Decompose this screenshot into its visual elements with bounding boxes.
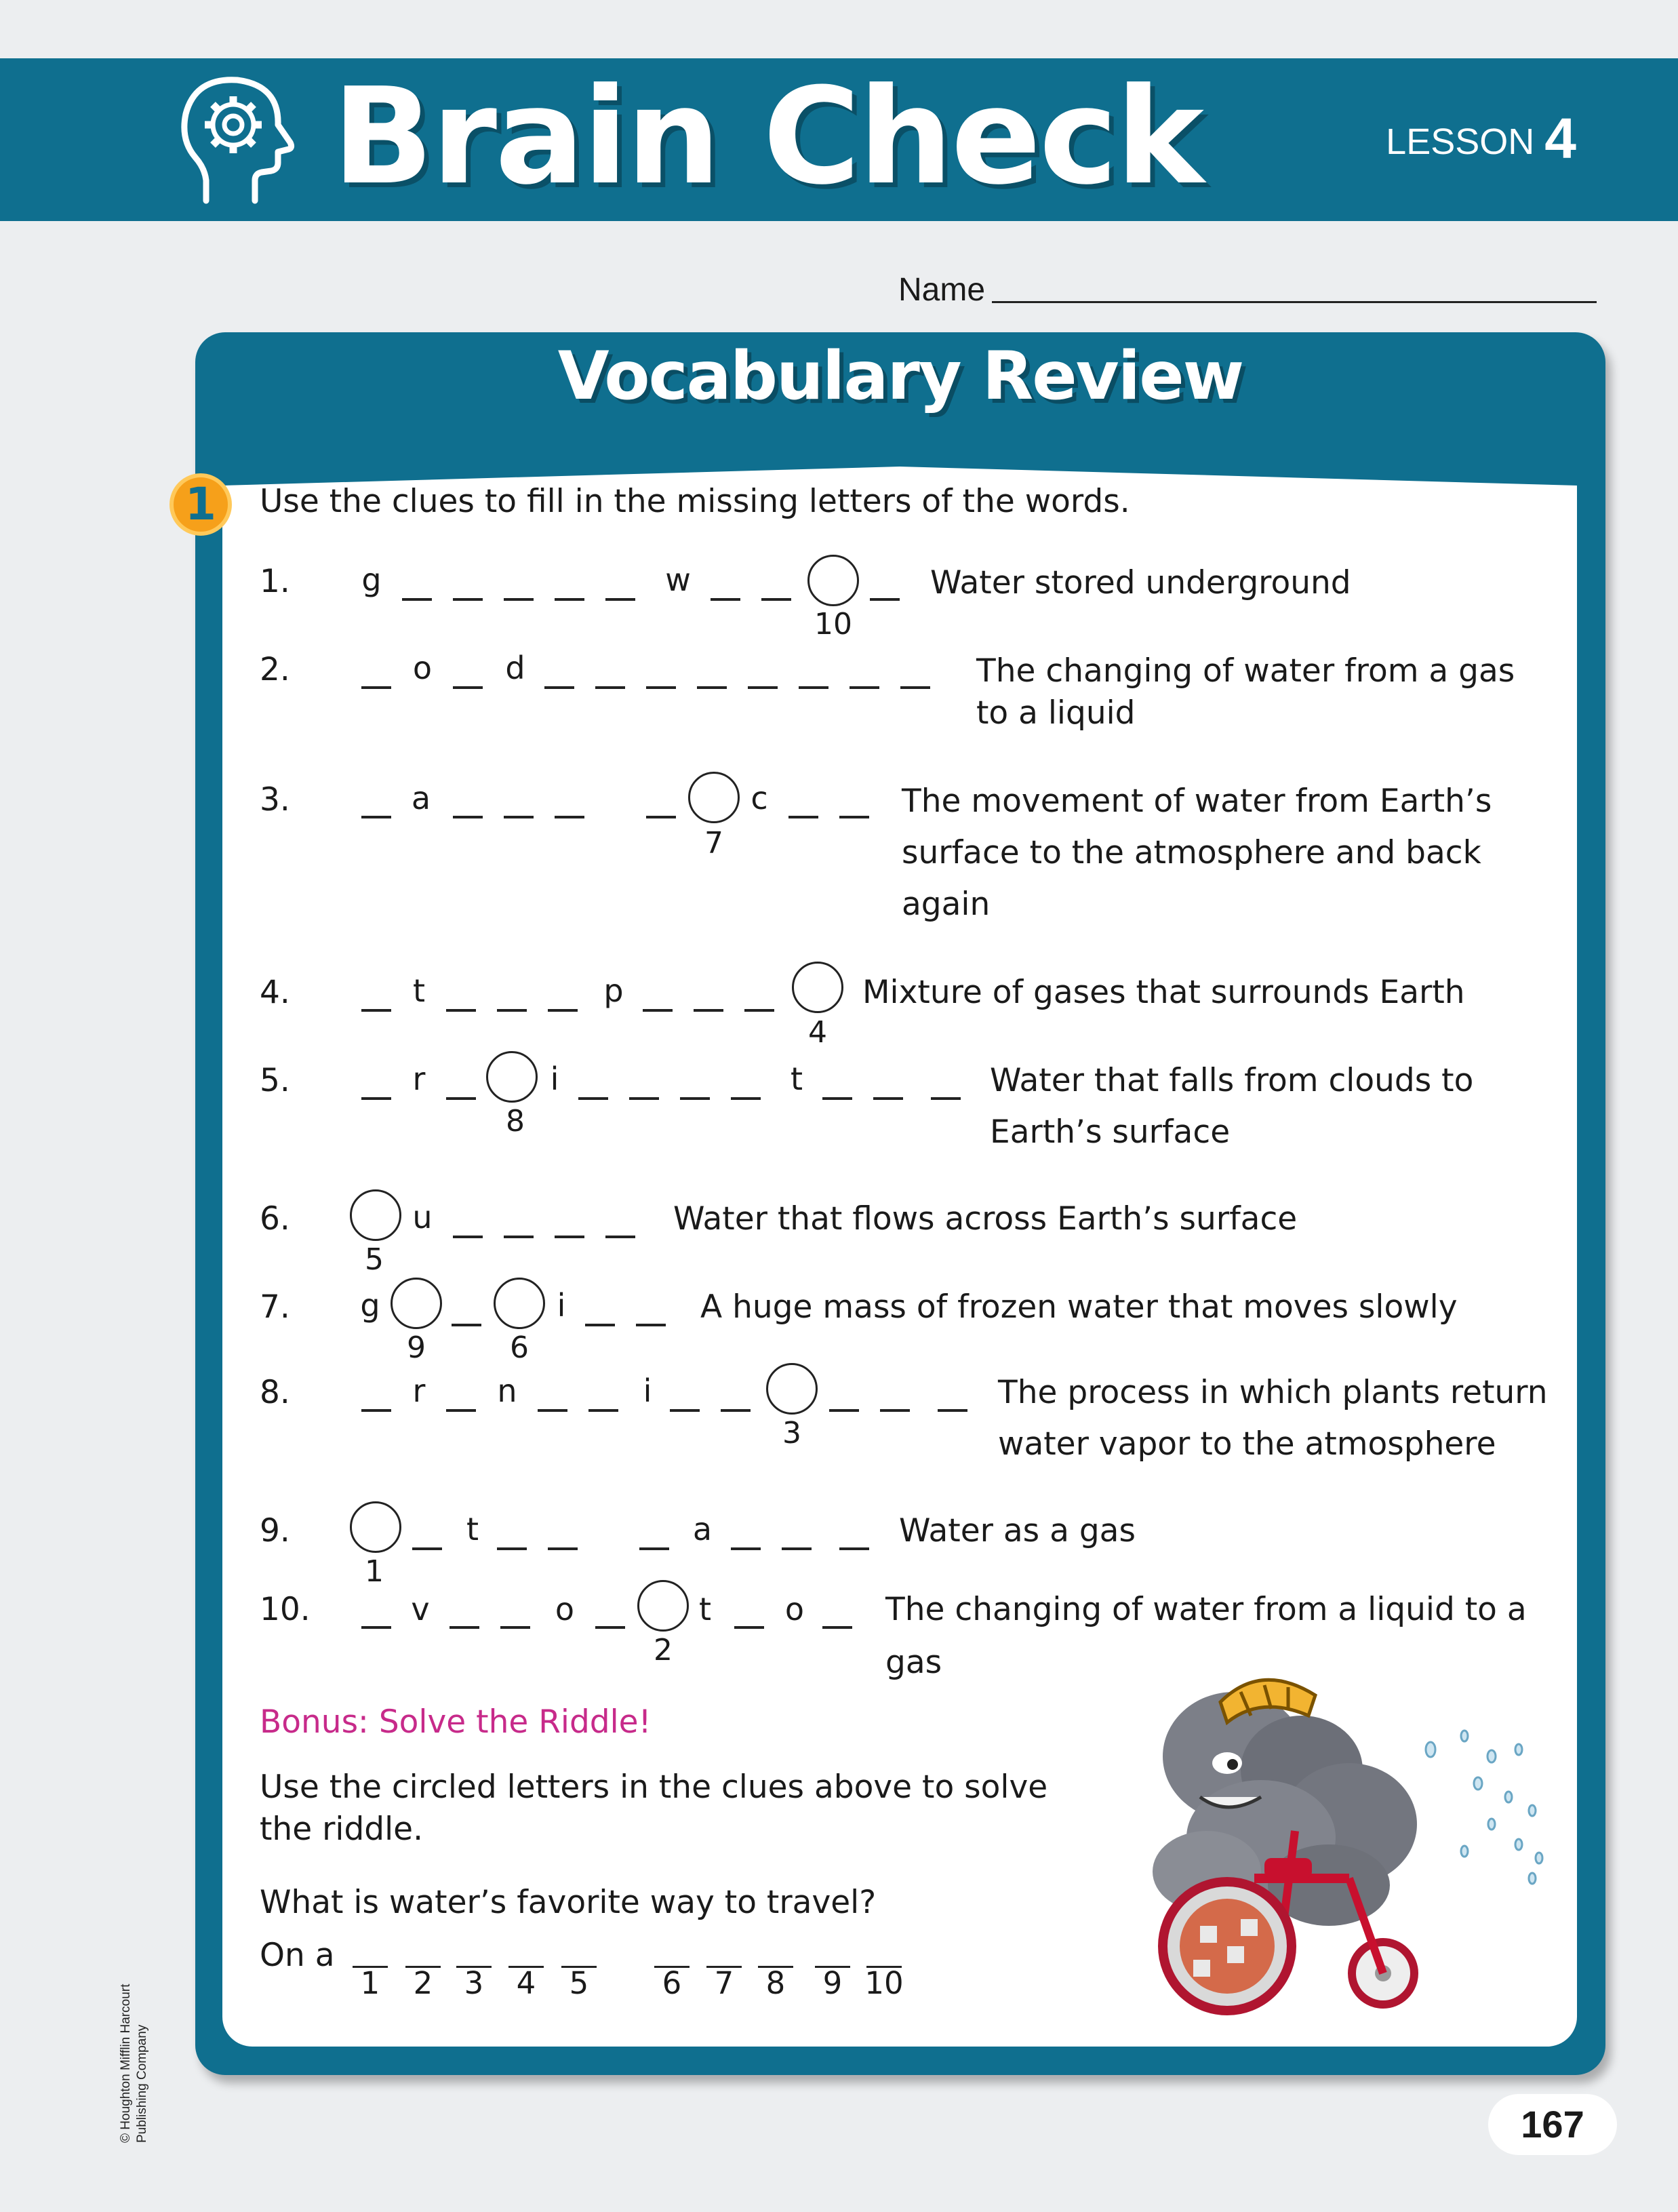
letter-blank[interactable] bbox=[595, 1626, 625, 1629]
letter-blank[interactable] bbox=[629, 1097, 659, 1100]
section-title: Vocabulary Review bbox=[557, 338, 1243, 415]
name-label: Name bbox=[898, 272, 986, 308]
letter-blank[interactable] bbox=[646, 686, 676, 689]
letter-blank[interactable] bbox=[595, 686, 625, 689]
given-letter: a bbox=[692, 1511, 713, 1547]
clue-text: The process in which plants return water vapor to the atmosphere bbox=[998, 1374, 1548, 1463]
letter-blank[interactable] bbox=[555, 816, 584, 818]
letter-blank[interactable] bbox=[504, 598, 534, 601]
given-letter: i bbox=[643, 1372, 652, 1409]
circled-letter-box[interactable] bbox=[792, 962, 843, 1013]
lesson-number: 4 bbox=[1544, 106, 1576, 170]
letter-blank[interactable] bbox=[504, 816, 534, 818]
letter-blank[interactable] bbox=[453, 816, 483, 818]
answer-number: 6 bbox=[662, 1965, 682, 2001]
answer-number: 9 bbox=[822, 1965, 843, 2001]
name-field[interactable] bbox=[898, 271, 1597, 319]
item-number: 4. bbox=[260, 974, 290, 1011]
letter-blank[interactable] bbox=[639, 1547, 669, 1550]
clue-text: Mixture of gases that surrounds Earth bbox=[862, 974, 1465, 1011]
letter-blank[interactable] bbox=[453, 1236, 483, 1238]
letter-blank[interactable] bbox=[402, 598, 432, 601]
answer-prefix: On a bbox=[260, 1937, 335, 1974]
circled-letter-box[interactable] bbox=[807, 555, 859, 606]
letter-blank[interactable] bbox=[555, 598, 584, 601]
circled-letter-box[interactable] bbox=[350, 1189, 401, 1241]
answer-number: 2 bbox=[413, 1965, 433, 2001]
letter-blank[interactable] bbox=[829, 1409, 859, 1412]
letter-blank[interactable] bbox=[788, 816, 818, 818]
name-line[interactable] bbox=[992, 301, 1597, 303]
letter-blank[interactable] bbox=[544, 686, 574, 689]
clue-text: A huge mass of frozen water that moves slowly bbox=[700, 1288, 1458, 1326]
lesson-label bbox=[1386, 106, 1576, 170]
letter-blank[interactable] bbox=[850, 686, 879, 689]
given-letter: g bbox=[360, 1287, 380, 1324]
circle-number: 9 bbox=[407, 1330, 426, 1365]
letter-blank[interactable] bbox=[578, 1097, 608, 1100]
item-number: 3. bbox=[260, 781, 290, 818]
item-number: 9. bbox=[260, 1512, 290, 1549]
brain-gear-icon bbox=[175, 72, 297, 208]
bonus-heading: Bonus: Solve the Riddle! bbox=[260, 1703, 652, 1741]
clue-text: Water stored underground bbox=[930, 564, 1351, 601]
letter-blank[interactable] bbox=[361, 816, 391, 818]
letter-blank[interactable] bbox=[450, 1626, 479, 1629]
item-number: 2. bbox=[260, 651, 290, 688]
letter-blank[interactable] bbox=[839, 1547, 869, 1550]
letter-blank[interactable] bbox=[839, 816, 869, 818]
given-letter: a bbox=[411, 780, 431, 816]
item-number: 7. bbox=[260, 1288, 290, 1326]
letter-blank[interactable] bbox=[931, 1097, 961, 1100]
letter-blank[interactable] bbox=[799, 686, 828, 689]
clue-text: The movement of water from Earth’s surface to the atmosphere and back again bbox=[902, 783, 1492, 923]
letter-blank[interactable] bbox=[361, 1626, 391, 1629]
given-letter: r bbox=[412, 1372, 426, 1409]
item-number: 10. bbox=[260, 1591, 311, 1628]
bonus-instructions-line2: the riddle. bbox=[260, 1811, 424, 1848]
given-letter: r bbox=[412, 1061, 426, 1097]
circled-letter-box[interactable] bbox=[486, 1051, 538, 1103]
answer-number: 7 bbox=[714, 1965, 734, 2001]
letter-blank[interactable] bbox=[538, 1409, 567, 1412]
letter-blank[interactable] bbox=[452, 1324, 481, 1326]
circled-letter-box[interactable] bbox=[637, 1580, 689, 1632]
clue-text: Water as a gas bbox=[899, 1512, 1136, 1549]
letter-blank[interactable] bbox=[500, 1626, 530, 1629]
circle-number: 8 bbox=[506, 1104, 525, 1139]
circled-letter-box[interactable] bbox=[688, 772, 740, 823]
letter-blank[interactable] bbox=[870, 598, 900, 601]
item-number: 1. bbox=[260, 563, 290, 600]
copyright-notice: © Houghton Mifflin Harcourt Publishing Company bbox=[119, 1983, 149, 2143]
letter-blank[interactable] bbox=[744, 1009, 774, 1012]
circled-letter-box[interactable] bbox=[391, 1278, 442, 1329]
clue-text: Water that falls from clouds to Earth’s surface bbox=[990, 1062, 1474, 1151]
circle-number: 2 bbox=[654, 1633, 673, 1667]
letter-blank[interactable] bbox=[822, 1097, 852, 1100]
given-letter: p bbox=[603, 972, 624, 1009]
given-letter: d bbox=[505, 650, 525, 686]
given-letter: t bbox=[466, 1511, 479, 1547]
circle-number: 7 bbox=[704, 826, 723, 861]
given-letter: o bbox=[784, 1591, 805, 1627]
letter-blank[interactable] bbox=[453, 686, 483, 689]
given-letter: u bbox=[412, 1199, 433, 1236]
given-letter: n bbox=[497, 1372, 517, 1409]
letter-blank[interactable] bbox=[782, 1547, 812, 1550]
given-letter: v bbox=[411, 1591, 430, 1627]
riddle-question: What is water’s favorite way to travel? bbox=[260, 1884, 877, 1921]
item-number: 6. bbox=[260, 1200, 290, 1238]
letter-blank[interactable] bbox=[697, 686, 727, 689]
circle-number: 10 bbox=[814, 607, 852, 641]
letter-blank[interactable] bbox=[605, 598, 635, 601]
letter-blank[interactable] bbox=[761, 598, 791, 601]
letter-blank[interactable] bbox=[588, 1409, 618, 1412]
letter-blank[interactable] bbox=[548, 1547, 578, 1550]
letter-blank[interactable] bbox=[873, 1097, 903, 1100]
clue-text: The changing of water from a gas to a liquid bbox=[976, 652, 1515, 732]
letter-blank[interactable] bbox=[504, 1236, 534, 1238]
clue-text: The changing of water from a liquid to a gas bbox=[885, 1591, 1527, 1681]
bonus-instructions-line1: Use the circled letters in the clues above to solve bbox=[260, 1769, 1048, 1806]
answer-number: 1 bbox=[360, 1965, 380, 2001]
letter-blank[interactable] bbox=[605, 1236, 635, 1238]
answer-number: 4 bbox=[516, 1965, 536, 2001]
page-title: Brain Check bbox=[332, 60, 1203, 214]
given-letter: i bbox=[557, 1287, 566, 1324]
letter-blank[interactable] bbox=[643, 1009, 673, 1012]
letter-blank[interactable] bbox=[585, 1324, 615, 1326]
activity-number-badge: 1 bbox=[169, 473, 232, 536]
letter-blank[interactable] bbox=[636, 1324, 666, 1326]
circle-number: 6 bbox=[510, 1330, 529, 1365]
letter-blank[interactable] bbox=[555, 1236, 584, 1238]
given-letter: o bbox=[412, 650, 433, 686]
letter-blank[interactable] bbox=[680, 1097, 710, 1100]
answer-number: 8 bbox=[765, 1965, 786, 2001]
circle-number: 5 bbox=[365, 1242, 384, 1277]
letter-blank[interactable] bbox=[731, 1097, 761, 1100]
letter-blank[interactable] bbox=[822, 1626, 852, 1629]
circle-number: 1 bbox=[365, 1554, 384, 1589]
water-droplets bbox=[1426, 1731, 1542, 1884]
given-letter: g bbox=[361, 561, 382, 598]
letter-blank[interactable] bbox=[694, 1009, 723, 1012]
answer-number: 5 bbox=[569, 1965, 589, 2001]
item-number: 5. bbox=[260, 1062, 290, 1099]
lesson-text: LESSON bbox=[1386, 121, 1535, 162]
letter-blank[interactable] bbox=[361, 1409, 391, 1412]
item-number: 8. bbox=[260, 1374, 290, 1411]
given-letter: i bbox=[550, 1061, 559, 1097]
header-banner bbox=[0, 58, 1678, 221]
letter-blank[interactable] bbox=[361, 686, 391, 689]
circle-number: 4 bbox=[808, 1015, 827, 1050]
letter-blank[interactable] bbox=[497, 1547, 527, 1550]
letter-blank[interactable] bbox=[361, 1009, 391, 1012]
given-letter: t bbox=[790, 1061, 803, 1097]
given-letter: o bbox=[555, 1591, 575, 1627]
answer-number: 10 bbox=[864, 1965, 904, 2001]
letter-blank[interactable] bbox=[670, 1409, 700, 1412]
letter-blank[interactable] bbox=[900, 686, 930, 689]
circled-letter-box[interactable] bbox=[350, 1501, 401, 1553]
instructions: Use the clues to fill in the missing letters of the words. bbox=[260, 483, 1130, 520]
clue-text: Water that flows across Earth’s surface bbox=[673, 1200, 1298, 1238]
letter-blank[interactable] bbox=[497, 1009, 527, 1012]
circled-letter-box[interactable] bbox=[494, 1278, 545, 1329]
answer-number: 3 bbox=[464, 1965, 484, 2001]
given-letter: c bbox=[751, 780, 768, 816]
letter-blank[interactable] bbox=[453, 598, 483, 601]
letter-blank[interactable] bbox=[711, 598, 740, 601]
letter-blank[interactable] bbox=[548, 1009, 578, 1012]
given-letter: t bbox=[412, 972, 426, 1009]
circle-number: 3 bbox=[782, 1416, 801, 1450]
given-letter: t bbox=[698, 1591, 712, 1627]
letter-blank[interactable] bbox=[734, 1626, 764, 1629]
letter-blank[interactable] bbox=[446, 1409, 476, 1412]
letter-blank[interactable] bbox=[361, 1097, 391, 1100]
cloud-tricycle-illustration bbox=[1125, 1655, 1566, 2021]
letter-blank[interactable] bbox=[412, 1547, 442, 1550]
letter-blank[interactable] bbox=[731, 1547, 761, 1550]
letter-blank[interactable] bbox=[938, 1409, 967, 1412]
letter-blank[interactable] bbox=[446, 1097, 476, 1100]
letter-blank[interactable] bbox=[748, 686, 778, 689]
circled-letter-box[interactable] bbox=[766, 1363, 818, 1415]
letter-blank[interactable] bbox=[646, 816, 676, 818]
letter-blank[interactable] bbox=[446, 1009, 476, 1012]
letter-blank[interactable] bbox=[880, 1409, 910, 1412]
page-number: 167 bbox=[1488, 2094, 1617, 2155]
given-letter: w bbox=[665, 561, 691, 598]
letter-blank[interactable] bbox=[721, 1409, 751, 1412]
